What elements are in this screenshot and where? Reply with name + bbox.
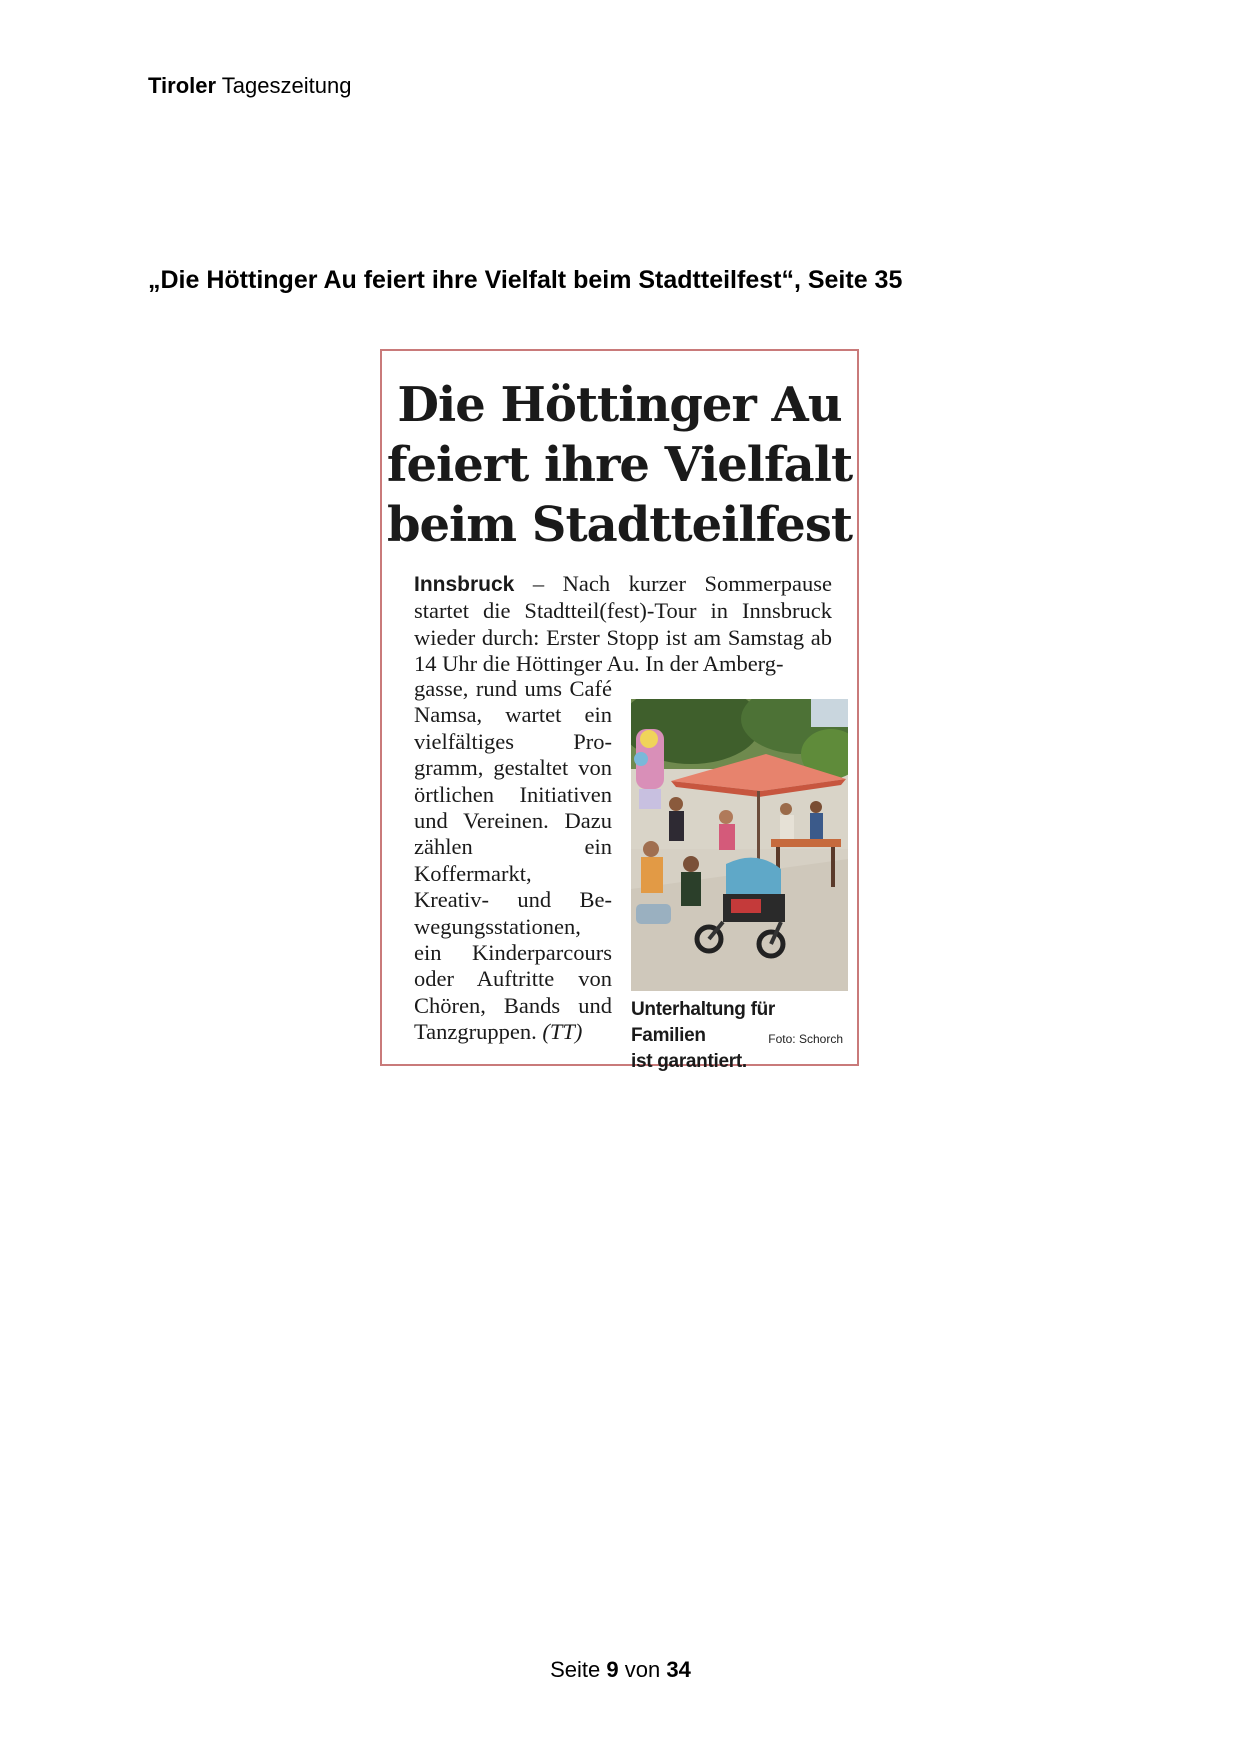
page-middle: von xyxy=(624,1657,661,1682)
caption-line: Unterhaltung für Familien xyxy=(631,999,776,1046)
article-headline xyxy=(382,375,857,555)
dateline-dash: – xyxy=(514,571,563,596)
lead-text: Nach kurzer Sommerpause startet die Stadtteil(fest)-Tour in Innsbruck wieder durch: Erster Stopp ist am Samstag ab 14 Uhr die Höttinger Au. In der Amberg- xyxy=(414,571,833,677)
photo-credit: Foto: Schorch xyxy=(768,1032,843,1046)
newspaper-clipping xyxy=(380,349,859,1072)
caption-line: ist garantiert. xyxy=(631,1051,747,1072)
publication-name-rest: Tageszeitung xyxy=(221,73,352,98)
article-photo xyxy=(631,699,848,991)
page-prefix: Seite xyxy=(550,1657,601,1682)
article-dateline: Innsbruck xyxy=(414,573,515,596)
headline-line: Die Höttinger Au xyxy=(397,377,842,433)
headline-line: beim Stadtteilfest xyxy=(386,497,853,553)
publication-name xyxy=(148,73,351,99)
page-number xyxy=(0,1657,1241,1683)
article-lead xyxy=(414,571,832,678)
agency-tag: (TT) xyxy=(542,1019,583,1045)
article-body xyxy=(414,676,612,1046)
total-pages: 34 xyxy=(666,1657,691,1682)
festival-photo-image xyxy=(631,699,848,991)
publication-name-bold: Tiroler xyxy=(148,73,217,98)
current-page: 9 xyxy=(606,1657,619,1682)
headline-line: feiert ihre Vielfalt xyxy=(386,437,853,493)
clip-title: „Die Höttinger Au feiert ihre Vielfalt beim Stadtteilfest“, Seite 35 xyxy=(148,266,903,294)
body-text: gasse, rund ums Café Namsa, wartet ein vielfältiges Programm, gestaltet von örtlichen Initiativen und Vereinen. Dazu zählen ein Koffermarkt, Kreativ- und Bewegungsstationen, ein Kinderparcours oder Auftritte von Chören, Bands und Tanzgruppen. xyxy=(414,676,612,1045)
